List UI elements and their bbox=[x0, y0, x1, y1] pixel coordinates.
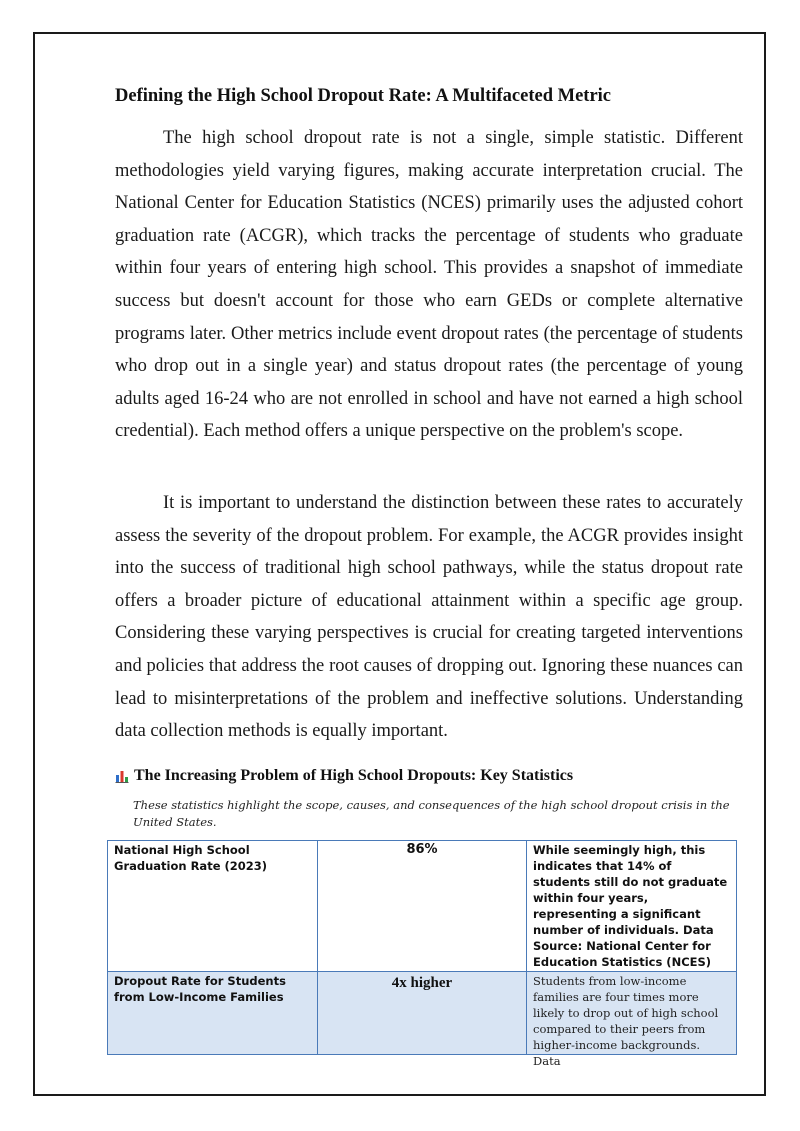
stats-caption: These statistics highlight the scope, causes, and consequences of the high school dropout crisis in the United States. bbox=[133, 798, 730, 829]
statistics-table bbox=[107, 840, 737, 1068]
description-text: Students from low-income families are four times more likely to drop out of high school compared to their peers from higher-income backgrounds. Data bbox=[533, 974, 719, 1068]
paragraph-1: The high school dropout rate is not a single, simple statistic. Different methodologies yield varying figures, making accurate interpretation crucial. The National Center for Education Statistics (NCES) primarily uses the adjusted cohort graduation rate (ACGR), which tracks the percentage of students who graduate within four years of entering high school. This provides a snapshot of immediate success but doesn't account for those who earn GEDs or complete alternative programs later. Other metrics include event dropout rates (the percentage of students who drop out in a single year) and status dropout rates (the percentage of young adults aged 16-24 who are not enrolled in school and have not earned a high school credential). Each method offers a unique perspective on the problem's scope. bbox=[115, 128, 743, 442]
description-cell: While seemingly high, this indicates that 14% of students still do not graduate within four years, representing a significant number of individuals. Data Source: National Center for Education Statistics (NCES) bbox=[527, 841, 737, 972]
paragraph-2: It is important to understand the distinction between these rates to accurately assess the severity of the dropout problem. For example, the ACGR provides insight into the success of traditional high school pathways, while the status dropout rate offers a broader picture of educational attainment within a specific age group. Considering these varying perspectives is crucial for creating targeted interventions and policies that address the root causes of dropping out. Ignoring these nuances can lead to misinterpretations of the problem and ineffective solutions. Understanding data collection methods is equally important. bbox=[115, 493, 743, 742]
section-heading: Defining the High School Dropout Rate: A Multifaceted Metric bbox=[115, 86, 612, 106]
stats-section-title-text: The Increasing Problem of High School Dropouts: Key Statistics bbox=[134, 767, 574, 784]
table-row bbox=[108, 841, 737, 972]
metric-cell: Dropout Rate for Students from Low-Income Families bbox=[108, 972, 318, 1055]
stats-section-title bbox=[115, 767, 755, 785]
bar-chart-icon bbox=[115, 769, 129, 783]
value-cell: 86% bbox=[318, 841, 527, 972]
table-row bbox=[108, 972, 737, 1055]
description-cell bbox=[527, 972, 737, 1068]
value-cell: 4x higher bbox=[318, 972, 527, 1055]
metric-cell: National High School Graduation Rate (2023) bbox=[108, 841, 318, 972]
